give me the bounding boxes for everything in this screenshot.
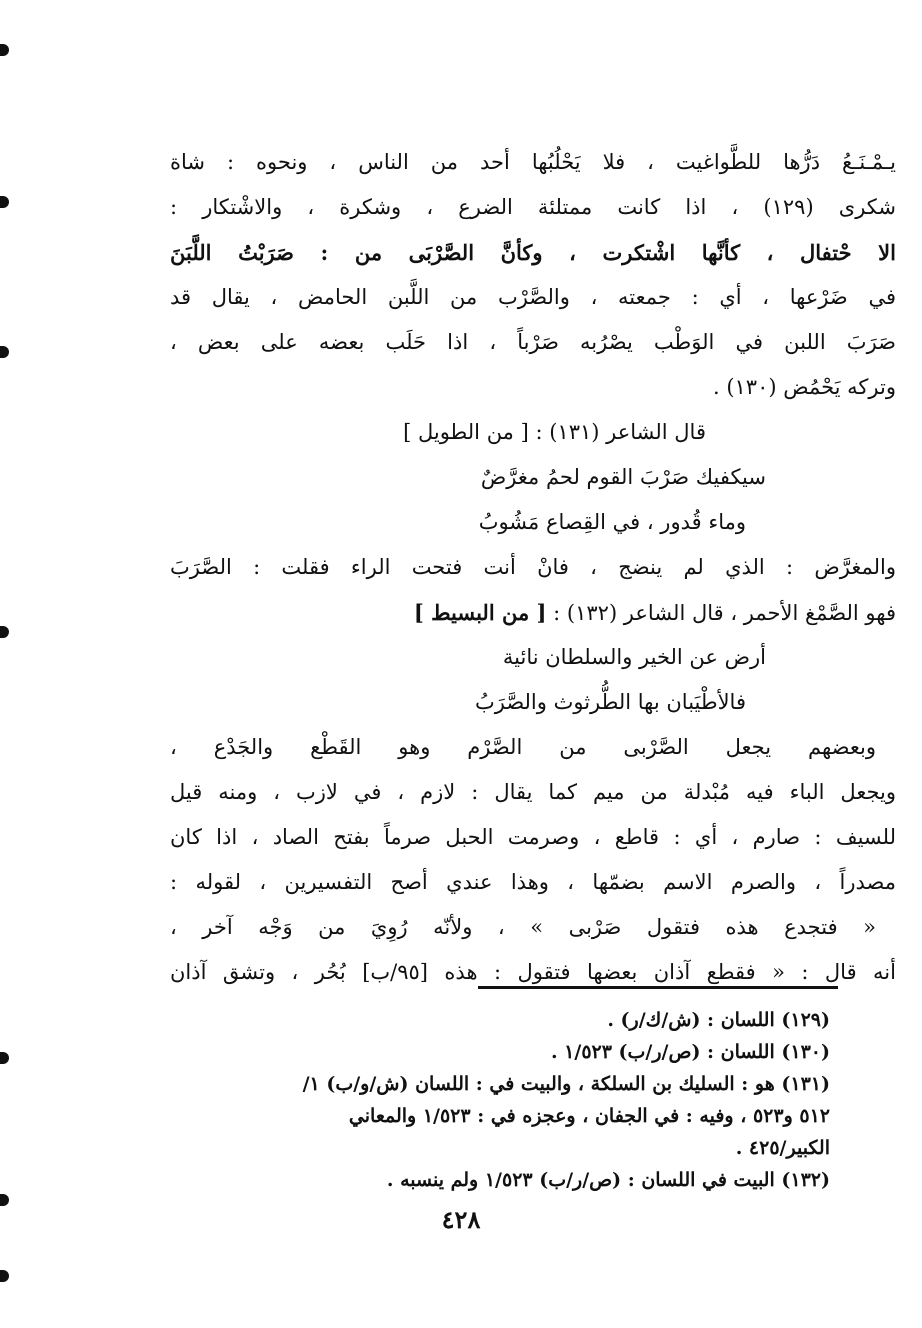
footnote-text: اللسان : (ش/ك/ر) .	[607, 1009, 775, 1031]
text-line: وتركه يَحْمُض (١٣٠) .	[712, 375, 896, 399]
footnote-number: (١٣١)	[781, 1073, 830, 1095]
text-line: شكرى (١٢٩) ، اذا كانت ممتلئة الضرع ، وشكرة ، والاشْتكار :	[170, 195, 896, 219]
scan-edge-mark	[0, 1052, 9, 1064]
footnote-divider	[478, 986, 838, 989]
poet-intro: قال الشاعر (١٣١) : [ من الطويل ]	[403, 420, 706, 444]
scan-edge-mark	[0, 196, 9, 208]
text-line: أنه قال : « فقطع آذان بعضها فتقول : هذه [٩٥/ب] بُحُر ، وتشق آذان	[170, 960, 896, 984]
poet-intro-text: فهو الصَّمْغ الأحمر ، قال الشاعر (١٣٢) :	[553, 601, 896, 625]
footnote	[170, 1004, 830, 1036]
verse-second-hemistich: وماء قُدور ، في القِصاع مَشُوبُ	[478, 510, 746, 534]
scan-edge-mark	[0, 626, 9, 638]
verse-first-hemistich: سيكفيك صَرْبَ القوم لحمُ مغرَّضٌ	[480, 465, 766, 489]
footnote-continuation: الكبير/٤٢٥ .	[735, 1137, 830, 1159]
footnote	[170, 1068, 830, 1164]
footnote-continuation: ٥١٢ و٥٢٣ ، وفيه : في الجفان ، وعجزه في : ١/٥٢٣ والمعاني	[348, 1105, 830, 1127]
verse-first-hemistich: أرض عن الخير والسلطان نائية	[502, 645, 766, 669]
text-line: وبعضهم يجعل الصَّرْبى من الصَّرْم وهو القَطْع والجَدْع ،	[170, 735, 876, 759]
text-line: مصدراً ، والصرم الاسم بضمّها ، وهذا عندي أصح التفسيرين ، لقوله :	[170, 870, 896, 894]
text-line: يـمْـنَـعُ دَرُّها للطَّواغيت ، فلا يَحْلُبُها أحد من الناس ، ونحوه : شاة	[170, 150, 896, 174]
footnote-number: (١٢٩)	[781, 1009, 830, 1031]
page-number: ٤٢٨	[441, 1205, 481, 1234]
footnote-number: (١٣٢)	[781, 1169, 830, 1191]
footnote-text: هو : السليك بن السلكة ، والبيت في : اللسان (ش/و/ب) ١/	[302, 1073, 775, 1095]
scan-edge-mark	[0, 1270, 9, 1282]
text-line: للسيف : صارم ، أي : قاطع ، وصرمت الحبل صرماً بفتح الصاد ، اذا كان	[170, 825, 896, 849]
scan-edge-mark	[0, 346, 9, 358]
text-line: والمغرَّض : الذي لم ينضج ، فانْ أنت فتحت الراء فقلت : الصَّرَبَ	[170, 555, 896, 579]
poet-intro	[170, 590, 896, 635]
footnote-text: اللسان : (ص/ر/ب) ١/٥٢٣ .	[550, 1041, 775, 1063]
footnote-number: (١٣٠)	[781, 1041, 830, 1063]
text-line: ويجعل الباء فيه مُبْدلة من ميم كما يقال : لازم ، في لازب ، ومنه قيل	[170, 780, 896, 804]
footnote	[170, 1036, 830, 1068]
body-text	[170, 140, 896, 995]
text-line: في ضَرْعها ، أي : جمعته ، والصَّرْب من اللَّبن الحامض ، يقال قد	[170, 285, 896, 309]
text-line: صَرَبَ اللبن في الوَطْب يصْرُبه صَرْباً ، اذا حَلَب بعضه على بعض ،	[170, 330, 896, 354]
text-line: « فتجدع هذه فتقول صَرْبى » ، ولأنّه رُوِيَ من وَجْه آخر ،	[170, 915, 876, 939]
text-line: الا حْتفال ، كأنَّها اشْتكرت ، وكأنَّ الصَّرْبَى من : صَرَبْتُ اللَّبَنَ	[170, 240, 896, 265]
scan-edge-mark	[0, 44, 9, 56]
footnote-text: البيت في اللسان : (ص/ر/ب) ١/٥٢٣ ولم ينسبه .	[386, 1169, 775, 1191]
footnotes	[170, 1004, 830, 1196]
meter-label: [ من البسيط ]	[413, 600, 547, 625]
verse-second-hemistich: فالأطْيَبان بها الطُّرثوث والصَّرَبُ	[474, 690, 746, 714]
footnote	[170, 1164, 830, 1196]
